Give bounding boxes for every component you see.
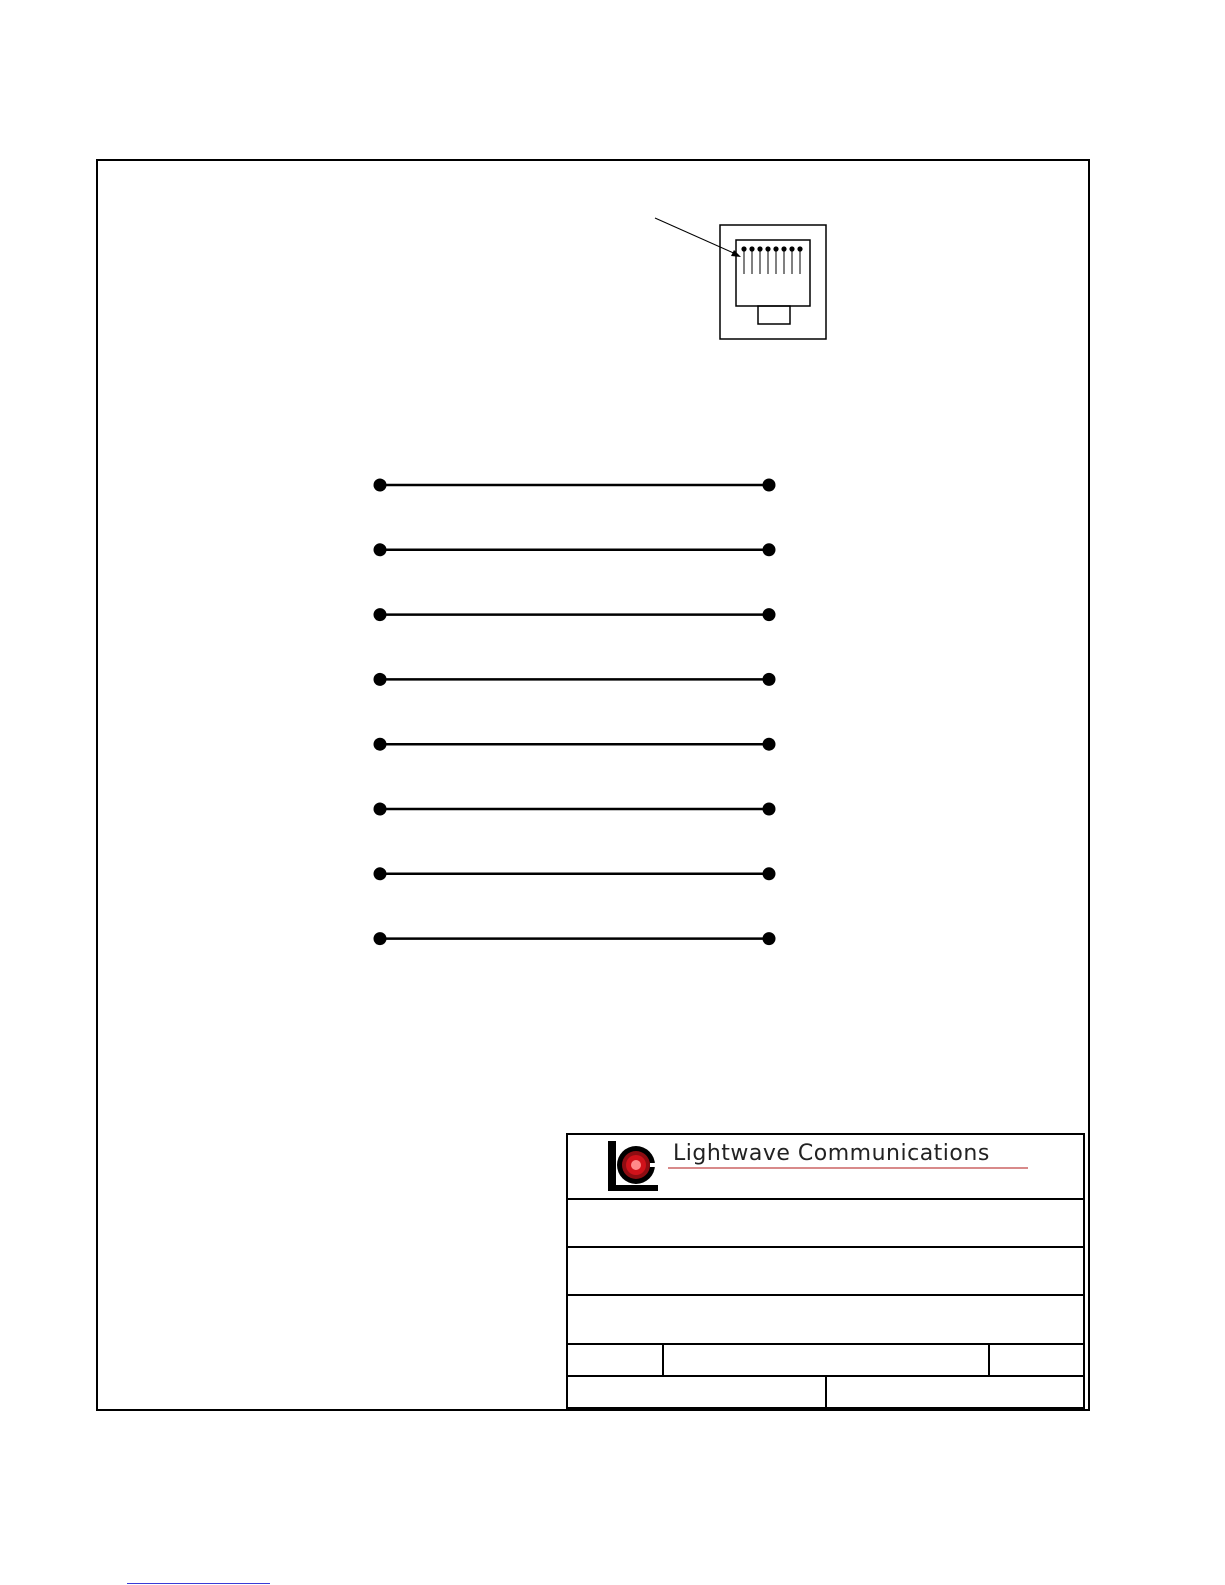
jack-pin-contact [741, 246, 746, 251]
wire-connection [374, 608, 776, 621]
wire-terminal-dot [763, 738, 776, 751]
title-block-row-title [568, 1200, 1083, 1248]
wire-connection [374, 803, 776, 816]
wire-connection [374, 479, 776, 492]
wire-connection [374, 738, 776, 751]
wire-terminal-dot [374, 867, 387, 880]
wire-connection [374, 673, 776, 686]
wire-connection [374, 867, 776, 880]
company-name-underline [668, 1167, 1028, 1169]
title-block-row-info [568, 1345, 1083, 1377]
wire-terminal-dot [374, 738, 387, 751]
title-block-logo-row [568, 1135, 1083, 1200]
wire-connection [374, 543, 776, 556]
title-block-row-part [568, 1296, 1083, 1345]
title-block-cell [568, 1345, 664, 1375]
wire-terminal-dot [374, 543, 387, 556]
wire-terminal-dot [763, 803, 776, 816]
wire-terminal-dot [374, 932, 387, 945]
jack-pin-contact [749, 246, 754, 251]
wire-terminal-dot [374, 673, 387, 686]
rj45-jack-icon [720, 225, 826, 339]
jack-pin-contact [765, 246, 770, 251]
wire-terminal-dot [763, 673, 776, 686]
title-block-row-signoff [568, 1377, 1083, 1409]
title-block-row-description [568, 1248, 1083, 1296]
wire-terminal-dot [763, 867, 776, 880]
company-logo-icon [606, 1139, 664, 1195]
wire-terminal-dot [374, 608, 387, 621]
pin-pointer-arrow [655, 218, 741, 257]
company-name: Lightwave Communications [673, 1141, 990, 1166]
jack-pin-contact [773, 246, 778, 251]
wire-terminal-dot [763, 932, 776, 945]
wire-terminal-dot [374, 479, 387, 492]
wire-terminal-dot [763, 543, 776, 556]
wire-terminal-dot [763, 608, 776, 621]
title-block [566, 1133, 1085, 1409]
jack-pin-contact [789, 246, 794, 251]
title-block-cell [664, 1345, 990, 1375]
wire-terminal-dot [763, 479, 776, 492]
wire-terminal-dot [374, 803, 387, 816]
wire-connection [374, 932, 776, 945]
jack-pin-contact [797, 246, 802, 251]
title-block-cell [568, 1377, 827, 1409]
footer-link-underline [127, 1583, 270, 1584]
jack-pin-contact [781, 246, 786, 251]
jack-pin-contact [757, 246, 762, 251]
